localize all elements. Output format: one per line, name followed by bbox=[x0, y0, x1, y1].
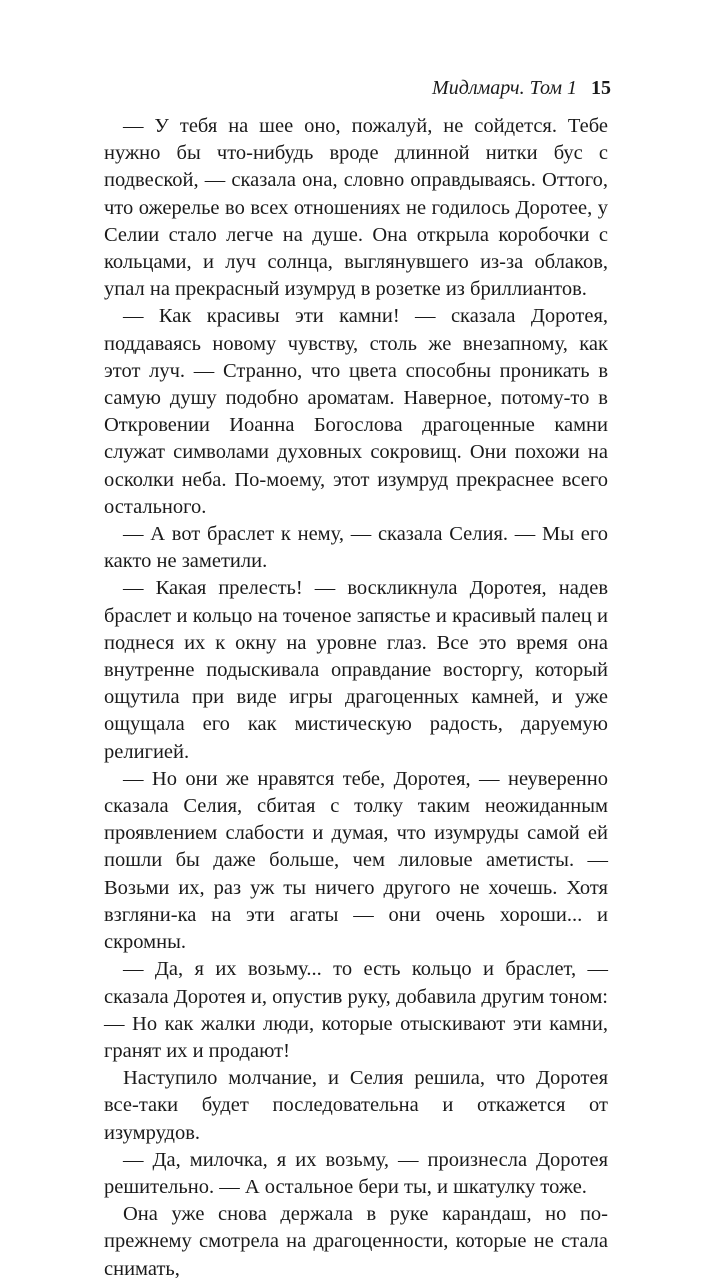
paragraph: — Но они же нравятся тебе, Доротея, — неуверенно сказала Селия, сбитая с толку таким неожиданным проявлением слабости и думая, что изумруды самой ей пошли бы даже больше, чем лиловые аметисты. — Возьми их, раз уж ты ничего другого не хочешь. Хотя взгляни-ка на эти агаты — они очень хороши... и скромны. bbox=[104, 767, 608, 954]
paragraph: — Какая прелесть! — воскликнула Доротея, надев браслет и кольцо на точеное запястье и красивый палец и поднеся их к окну на уровне глаз. Все это время она внутренне подыскивала оправдание восторгу, который ощутила при виде игры драгоценных камней, и уже ощущала его как мистическую радость, даруемую религией. bbox=[104, 577, 608, 763]
running-head bbox=[432, 76, 611, 100]
body-text bbox=[104, 113, 608, 1283]
paragraph: Она уже снова держала в руке карандаш, но по-прежнему смотрела на драгоценности, которые не стала снимать, bbox=[104, 1203, 608, 1280]
paragraph: — У тебя на шее оно, пожалуй, не сойдется. Тебе нужно бы что-нибудь вроде длинной нитки бус с подвеской, — сказала она, словно оправдываясь. Оттого, что ожерелье во всех отношениях не годилось Доротее, у Селии стало легче на душе. Она открыла коробочки с кольцами, и луч солнца, выглянувшего из-за облаков, упал на прекрасный изумруд в розетке из бриллиантов. bbox=[104, 115, 608, 301]
running-title: Мидлмарч. Том 1 bbox=[432, 77, 577, 99]
paragraph: — А вот браслет к нему, — сказала Селия. — Мы его както не заметили. bbox=[104, 523, 608, 573]
page-number: 15 bbox=[591, 77, 611, 99]
paragraph: Наступило молчание, и Селия решила, что Доротея все-таки будет последовательна и откажется от изумрудов. bbox=[104, 1067, 608, 1144]
paragraph: — Как красивы эти камни! — сказала Доротея, поддаваясь новому чувству, столь же внезапному, как этот луч. — Странно, что цвета способны проникать в самую душу подобно ароматам. Наверное, потому-то в Откровении Иоанна Богослова драгоценные камни служат символами духовных сокровищ. Они похожи на осколки неба. По-моему, этот изумруд прекраснее всего остального. bbox=[104, 305, 608, 518]
paragraph: — Да, я их возьму... то есть кольцо и браслет, — сказала Доротея и, опустив руку, добавила другим тоном: — Но как жалки люди, которые отыскивают эти камни, гранят их и продают! bbox=[104, 958, 608, 1062]
paragraph: — Да, милочка, я их возьму, — произнесла Доротея решительно. — А остальное бери ты, и шкатулку тоже. bbox=[104, 1148, 608, 1198]
